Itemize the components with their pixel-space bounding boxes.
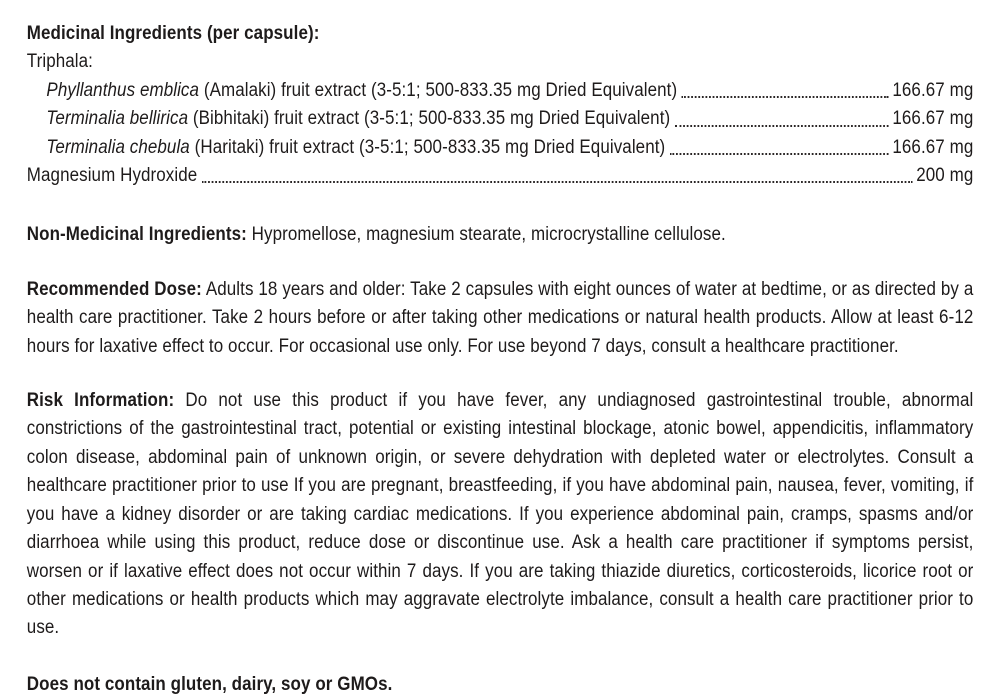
ingredient-amount: 200 mg (916, 165, 974, 187)
ingredient-name (46, 77, 677, 105)
allergen-statement: Does not contain gluten, dairy, soy or GMOs. (26, 673, 393, 695)
recommended-dose-label: Recommended Dose: (26, 278, 202, 300)
recommended-dose-text: Adults 18 years and older: Take 2 capsules with eight ounces of water at bedtime, or as directed by a health care practitioner. Take 2 hours before or after taking other medications or natural health products. Allow at least 6-12 hours for laxative effect to occur. For occasional use only. For use beyond 7 days, consult a healthcare practitioner. (26, 278, 974, 357)
ingredient-amount: 166.67 mg (892, 136, 974, 158)
ingredient-list (27, 77, 974, 191)
ingredient-amount: 166.67 mg (892, 108, 974, 130)
ingredient-row (27, 77, 974, 105)
ingredient-name (27, 162, 198, 190)
ingredient-description: (Amalaki) fruit extract (3-5:1; 500-833.35 mg Dried Equivalent) (199, 79, 678, 101)
dotted-leader (675, 125, 889, 127)
dotted-leader (670, 153, 889, 155)
non-medicinal-ingredients-text: Hypromellose, magnesium stearate, microcrystalline cellulose. (251, 224, 726, 246)
ingredient-description: Magnesium Hydroxide (26, 165, 198, 187)
triphala-group-label: Triphala: (26, 51, 93, 73)
medicinal-ingredients-heading: Medicinal Ingredients (per capsule): (26, 23, 320, 44)
risk-information-text: Do not use this product if you have fever, any undiagnosed gastrointestinal trouble, abnormal constrictions of the gastrointestinal tract, potential or existing intestinal blockage, atonic bowel, appendicitis, inflammatory colon disease, abdominal pain of unknown origin, or severe dehydration with depleted water or electrolytes. Consult a healthcare practitioner prior to use If you are pregnant, breastfeeding, if you have abdominal pain, nausea, fever, vomiting, if you have a kidney disorder or are taking cardiac medications. If you experience abdominal pain, cramps, spasms and/or diarrhoea while using this product, reduce dose or discontinue use. Ask a health care practitioner if symptoms persist, worsen or if laxative effect does not occur within 7 days. If you are taking thiazide diuretics, corticosteroids, licorice root or other medications or health products which may aggravate electrolyte imbalance, consult a health care practitioner prior to use. (26, 390, 974, 639)
risk-information-label: Risk Information: (26, 390, 175, 412)
ingredient-amount: 166.67 mg (892, 79, 974, 101)
ingredient-name (46, 134, 665, 162)
ingredient-description: (Haritaki) fruit extract (3-5:1; 500-833.35 mg Dried Equivalent) (189, 136, 666, 158)
ingredient-row (27, 105, 974, 133)
ingredient-latin-name: Terminalia bellirica (46, 108, 189, 130)
ingredient-latin-name: Terminalia chebula (46, 136, 190, 158)
ingredient-row (27, 134, 974, 162)
recommended-dose (27, 276, 974, 361)
non-medicinal-ingredients-label: Non-Medicinal Ingredients: (26, 224, 247, 246)
ingredient-description: (Bibhitaki) fruit extract (3-5:1; 500-833.35 mg Dried Equivalent) (188, 108, 671, 130)
medicinal-ingredients-section (27, 20, 974, 190)
ingredient-latin-name: Phyllanthus emblica (46, 79, 200, 101)
ingredient-name (46, 105, 670, 133)
risk-information (27, 387, 974, 643)
non-medicinal-ingredients (27, 221, 974, 249)
dotted-leader (202, 181, 913, 183)
ingredient-row (27, 162, 974, 190)
dotted-leader (682, 96, 889, 98)
